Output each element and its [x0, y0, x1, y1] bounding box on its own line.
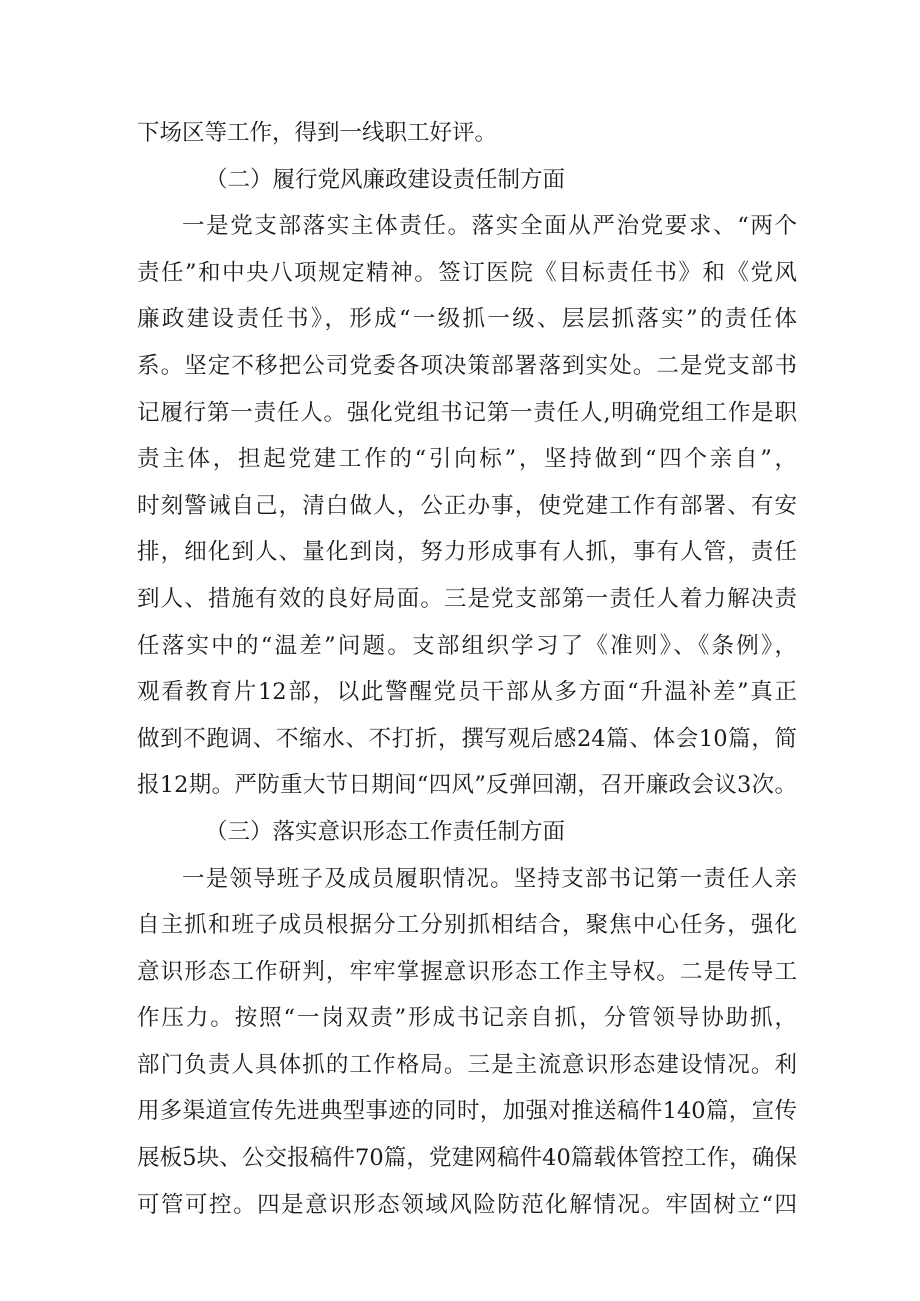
paragraph-line: 责任”和中央八项规定精神。签订医院《目标责任书》和《党风 — [137, 259, 797, 286]
paragraph-line: 做到不跑调、不缩水、不打折，撰写观后感24篇、体会10篇，简 — [137, 725, 797, 752]
paragraph-line: 自主抓和班子成员根据分工分别抓相结合，聚焦中心任务，强化 — [137, 912, 797, 939]
paragraph-line: 排，细化到人、量化到岗，努力形成事有人抓，事有人管，责任 — [137, 539, 797, 566]
paragraph-line: 意识形态工作研判，牢牢掌握意识形态工作主导权。二是传导工 — [137, 958, 797, 985]
paragraph-line: 责主体，担起党建工作的“引向标”，坚持做到“四个亲自”， — [137, 446, 797, 473]
section-heading: （三）落实意识形态工作责任制方面 — [205, 818, 566, 845]
paragraph-line: 到人、措施有效的良好局面。三是党支部第一责任人着力解决责 — [137, 585, 797, 612]
paragraph-line: 记履行第一责任人。强化党组书记第一责任人,明确党组工作是职 — [137, 399, 797, 426]
section-heading: （二）履行党风廉政建设责任制方面 — [205, 166, 566, 193]
paragraph-line: 部门负责人具体抓的工作格局。三是主流意识形态建设情况。利 — [137, 1051, 797, 1078]
paragraph-line: 观看教育片12部，以此警醒党员干部从多方面“升温补差”真正 — [137, 679, 797, 706]
paragraph-line: 任落实中的“温差”问题。支部组织学习了《准则》、《条例》， — [137, 632, 797, 659]
paragraph-line: 报12期。严防重大节日期间“四风”反弹回潮，召开廉政会议3次。 — [137, 772, 797, 799]
paragraph-line: 廉政建设责任书》，形成“一级抓一级、层层抓落实”的责任体 — [137, 306, 797, 333]
paragraph-line: 作压力。按照“一岗双责”形成书记亲自抓，分管领导协助抓， — [137, 1005, 797, 1032]
paragraph-line: 展板5块、公交报稿件70篇，党建网稿件40篇载体管控工作，确保 — [137, 1145, 797, 1172]
paragraph-line: 时刻警诫自己，清白做人，公正办事，使党建工作有部署、有安 — [137, 492, 797, 519]
document-body — [137, 110, 797, 1228]
paragraph-line: 一是党支部落实主体责任。落实全面从严治党要求、“两个 — [182, 213, 797, 240]
paragraph-line: 用多渠道宣传先进典型事迹的同时，加强对推送稿件140篇，宣传 — [137, 1098, 797, 1125]
paragraph-line: 下场区等工作，得到一线职工好评。 — [137, 120, 498, 146]
paragraph-line: 一是领导班子及成员履职情况。坚持支部书记第一责任人亲 — [182, 865, 797, 892]
paragraph-line: 可管可控。四是意识形态领域风险防范化解情况。牢固树立“四 — [137, 1191, 797, 1218]
paragraph-line: 系。坚定不移把公司党委各项决策部署落到实处。二是党支部书 — [137, 352, 797, 379]
